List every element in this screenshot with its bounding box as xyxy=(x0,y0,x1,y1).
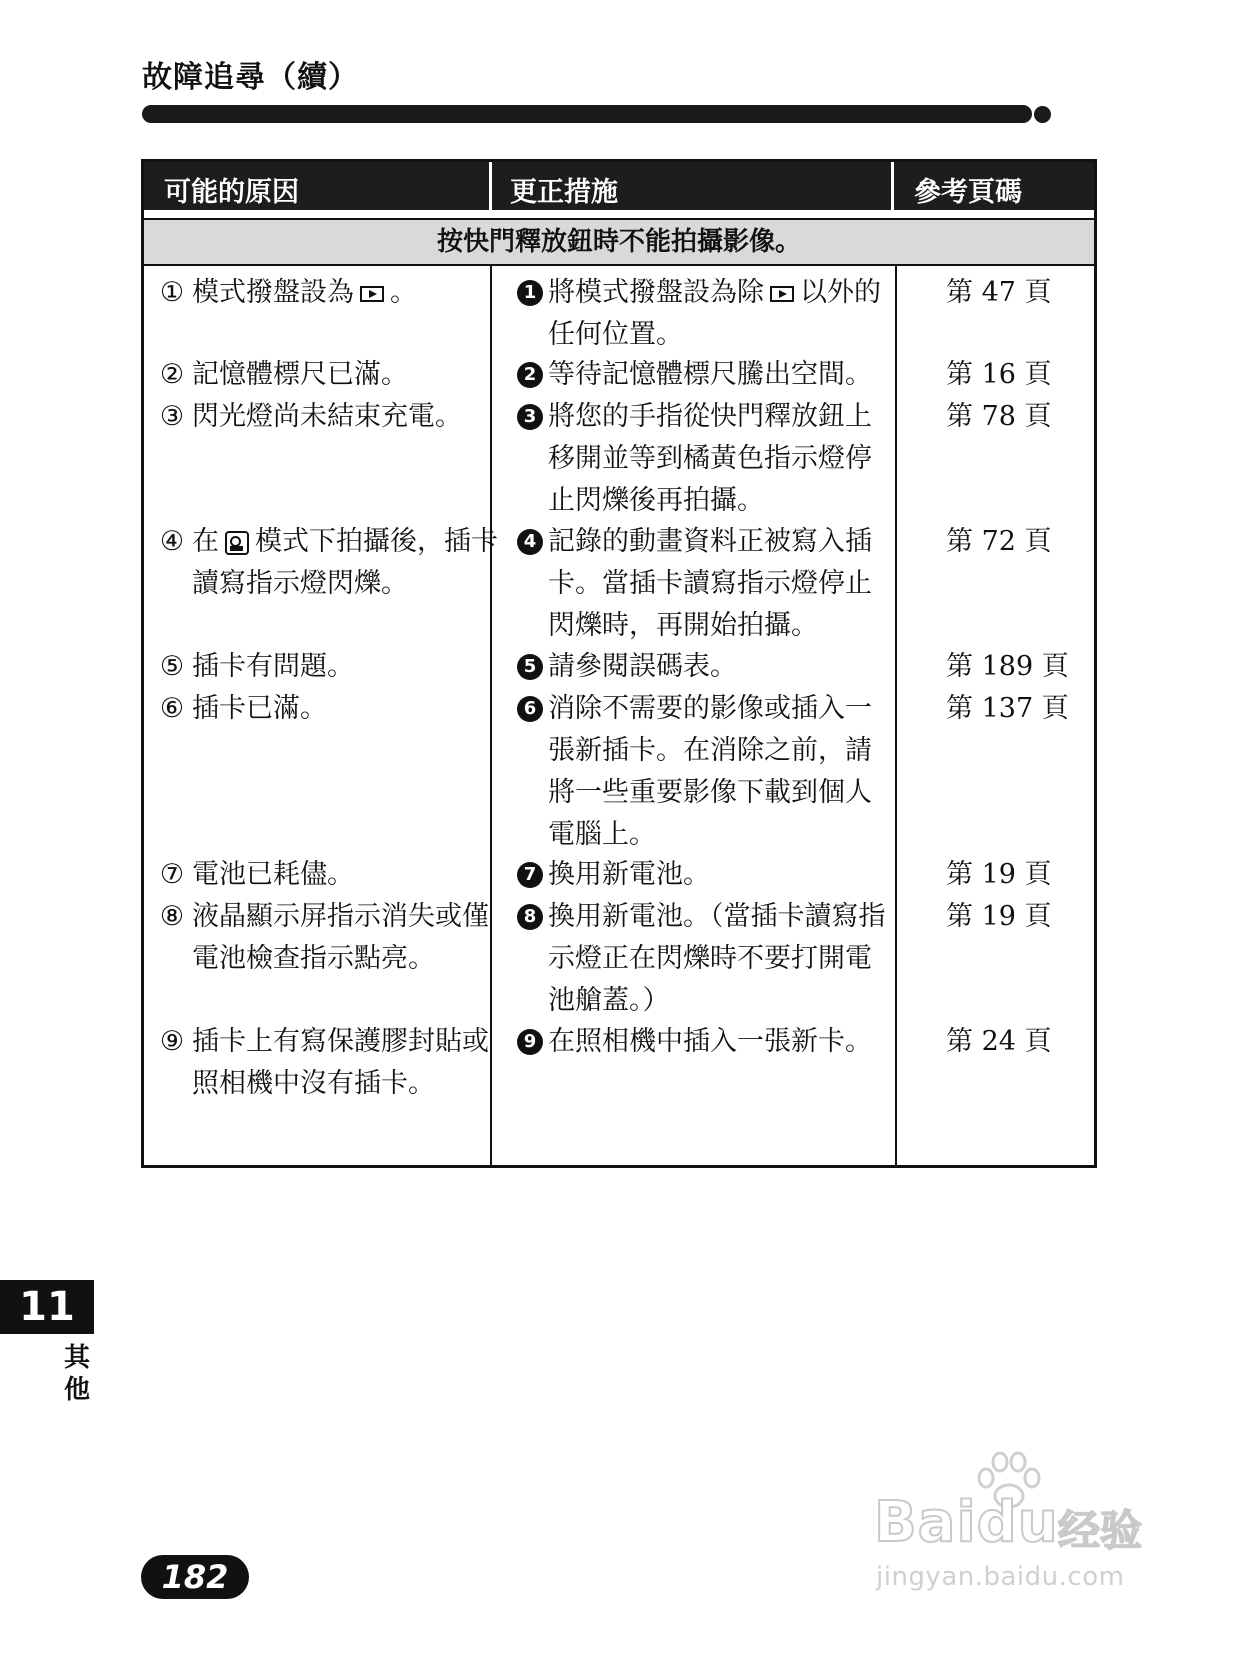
table-header xyxy=(144,162,1094,210)
movie-mode-icon xyxy=(225,531,249,555)
cause-number: ⑤ xyxy=(159,651,185,682)
watermark-brand-cn: 经验 xyxy=(1058,1506,1143,1555)
page-reference: 第 24 頁 xyxy=(946,1026,1052,1057)
table-row-fix xyxy=(516,1021,894,1063)
page-reference: 第 47 頁 xyxy=(946,277,1052,308)
page-number: 182 xyxy=(141,1555,249,1599)
fix-text: 等待記憶體標尺騰出空間。 xyxy=(548,359,872,390)
table-row-cause xyxy=(154,272,499,314)
table-row-fix xyxy=(516,354,894,396)
table-row-cause xyxy=(154,688,499,730)
table-row-fix xyxy=(516,396,894,522)
page-reference: 第 19 頁 xyxy=(946,859,1052,890)
table-row-fix xyxy=(516,896,894,1022)
cause-text: 電池已耗儘。 xyxy=(192,859,354,890)
step-number-badge: 8 xyxy=(517,904,543,930)
table-row-cause xyxy=(154,1021,499,1105)
step-number-badge: 4 xyxy=(517,529,543,555)
table-row-cause xyxy=(154,396,499,438)
step-number-badge: 9 xyxy=(517,1029,543,1055)
fix-text: 將模式撥盤設為除 xyxy=(548,277,764,308)
troubleshooting-table xyxy=(141,159,1097,1168)
fix-text: 以外的任何位置。 xyxy=(548,277,881,350)
title-rule-bar xyxy=(142,105,1032,123)
cause-text: 模式撥盤設為 xyxy=(192,277,354,308)
fix-text: 消除不需要的影像或插入一張新插卡。在消除之前，請將一些重要影像下載到個人電腦上。 xyxy=(548,693,872,850)
cause-text: 閃光燈尚未結束充電。 xyxy=(192,401,462,432)
fix-text: 請參閱誤碼表。 xyxy=(548,651,737,682)
cause-number: ② xyxy=(159,359,185,390)
page-reference: 第 189 頁 xyxy=(946,651,1069,682)
step-number-badge: 6 xyxy=(517,696,543,722)
column-header-page: 參考頁碼 xyxy=(914,177,1022,208)
cause-number: ③ xyxy=(159,401,185,432)
step-number-badge: 3 xyxy=(517,404,543,430)
page-reference: 第 19 頁 xyxy=(946,901,1052,932)
page-reference: 第 137 頁 xyxy=(946,693,1069,724)
fix-text: 換用新電池。 xyxy=(548,859,710,890)
chapter-number-tab: 11 xyxy=(0,1280,94,1334)
header-divider xyxy=(891,162,894,210)
chapter-label: 其他 xyxy=(64,1343,91,1405)
fix-text: 在照相機中插入一張新卡。 xyxy=(548,1026,872,1057)
watermark-url: jingyan.baidu.com xyxy=(876,1562,1125,1592)
page-reference: 第 72 頁 xyxy=(946,526,1052,557)
table-row-cause xyxy=(154,896,499,980)
step-number-badge: 5 xyxy=(517,654,543,680)
fix-text: 記錄的動畫資料正被寫入插卡。當插卡讀寫指示燈停止閃爍時，再開始拍攝。 xyxy=(548,526,872,641)
cause-text: 模式下拍攝後，插卡讀寫指示燈閃爍。 xyxy=(192,526,498,599)
title-rule-dot xyxy=(1012,106,1029,123)
table-row-cause xyxy=(154,854,499,896)
cause-number: ⑧ xyxy=(159,901,185,932)
table-row-cause xyxy=(154,354,499,396)
cause-number: ⑨ xyxy=(159,1026,185,1057)
cause-text: 插卡上有寫保護膠封貼或照相機中沒有插卡。 xyxy=(192,1026,489,1099)
cause-text: 液晶顯示屏指示消失或僅電池檢查指示點亮。 xyxy=(192,901,489,974)
step-number-badge: 2 xyxy=(517,362,543,388)
cause-text: 。 xyxy=(390,277,417,308)
cause-text: 記憶體標尺已滿。 xyxy=(192,359,408,390)
playback-icon xyxy=(770,286,794,302)
watermark-brand: Baidu xyxy=(874,1490,1059,1555)
section-heading: 按快門釋放鈕時不能拍攝影像。 xyxy=(144,218,1094,266)
fix-text: 將您的手指從快門釋放鈕上移開並等到橘黃色指示燈停止閃爍後再拍攝。 xyxy=(548,401,872,516)
header-divider xyxy=(489,162,492,210)
title-rule-dot xyxy=(1034,106,1051,123)
step-number-badge: 1 xyxy=(517,280,543,306)
cause-text: 插卡已滿。 xyxy=(192,693,327,724)
title-rule-dot xyxy=(990,106,1007,123)
cause-number: ⑥ xyxy=(159,693,185,724)
page-reference: 第 78 頁 xyxy=(946,401,1052,432)
cause-number: ④ xyxy=(159,526,185,557)
cause-number: ⑦ xyxy=(159,859,185,890)
page-title: 故障追尋（續） xyxy=(142,60,359,95)
column-header-cause: 可能的原因 xyxy=(164,177,299,208)
table-row-fix xyxy=(516,272,894,356)
table-row-fix xyxy=(516,521,894,647)
table-row-fix xyxy=(516,646,894,688)
table-row-fix xyxy=(516,688,894,856)
table-row-cause xyxy=(154,646,499,688)
table-row-fix xyxy=(516,854,894,896)
page-reference: 第 16 頁 xyxy=(946,359,1052,390)
step-number-badge: 7 xyxy=(517,862,543,888)
table-row-cause xyxy=(154,521,499,605)
fix-text: 換用新電池。（當插卡讀寫指示燈正在閃爍時不要打開電池艙蓋。） xyxy=(548,901,886,1016)
cause-text: 在 xyxy=(192,526,219,557)
column-header-fix: 更正措施 xyxy=(510,177,618,208)
cause-text: 插卡有問題。 xyxy=(192,651,354,682)
column-divider xyxy=(895,266,897,1165)
cause-number: ① xyxy=(159,277,185,308)
baidu-watermark xyxy=(870,1450,1170,1600)
playback-icon xyxy=(360,286,384,302)
